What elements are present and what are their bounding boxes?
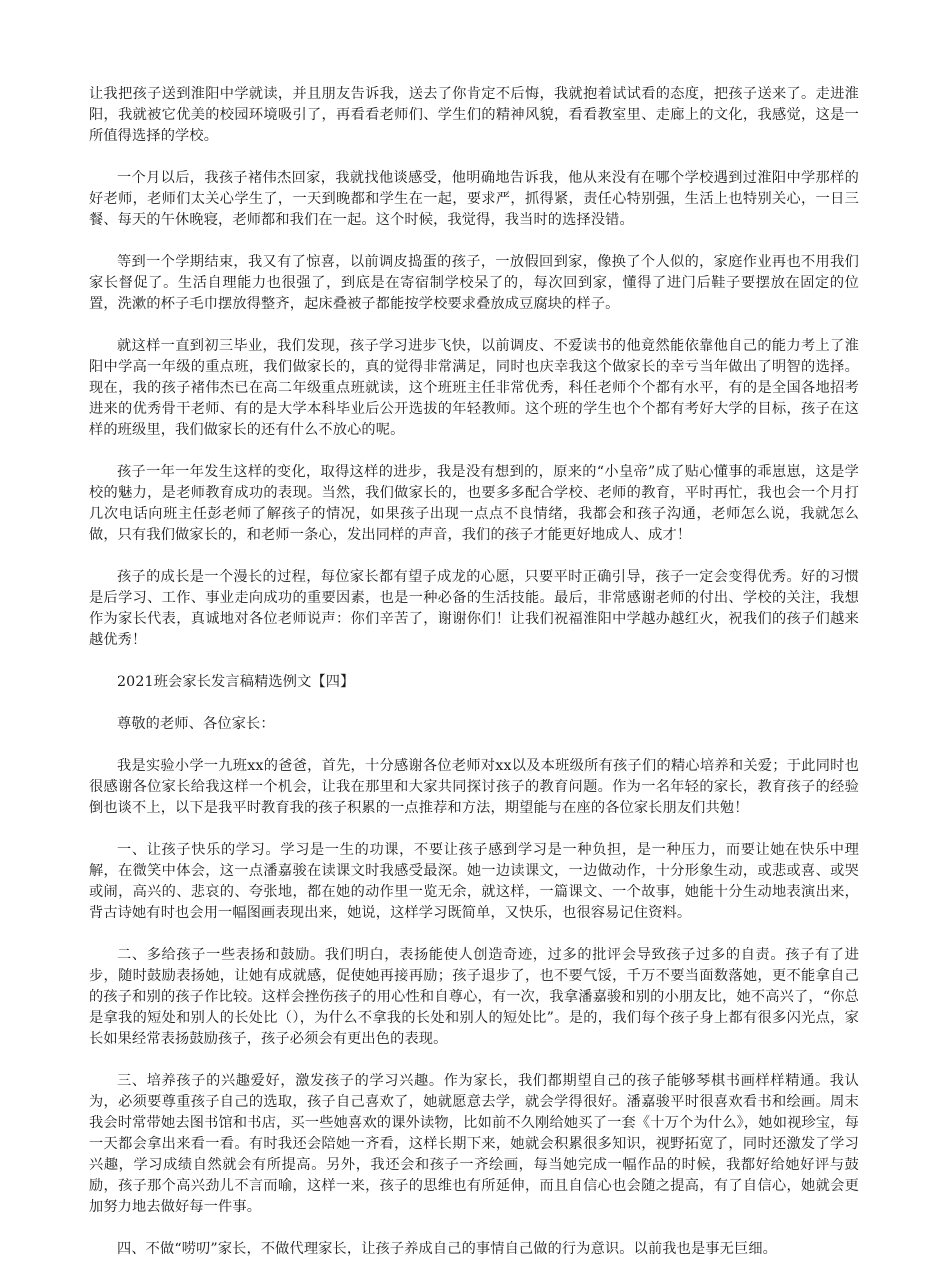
- paragraph: 一个月以后，我孩子褚伟杰回家，我就找他谈感受，他明确地告诉我，他从来没有在哪个学校遇到过淮阳中学那样的好老师，老师们太关心学生了，一天到晚都和学生在一起，要求严，抓得紧，责任心特别强，生活上也特别关心，一日三餐、每天的午休晚寝，老师都和我们在一起。这个时候，我觉得，我当时的选择没错。: [89, 170, 859, 228]
- document-page: [89, 84, 859, 1281]
- paragraph: 让我把孩子送到淮阳中学就读，并且朋友告诉我，送去了你肯定不后悔，我就抱着试试看的态度，把孩子送来了。走进淮阳，我就被它优美的校园环境吸引了，再看看老师们、学生们的精神风貌，看看教室里、走廊上的文化，我感觉，这是一所值得选择的学校。: [89, 86, 859, 144]
- section-title: 2021班会家长发言稿精选例文【四】: [117, 674, 355, 690]
- paragraph: 我是实验小学一九班xx的爸爸，首先，十分感谢各位老师对xx以及本班级所有孩子们的精心培养和关爱；于此同时也很感谢各位家长给我这样一个机会，让我在那里和大家共同探讨孩子的教育问题。作为一名年轻的家长，教育孩子的经验倒也谈不上，以下是我平时教育我的孩子积累的一点推荐和方法，期望能与在座的各位家长朋友们共勉！: [89, 758, 859, 816]
- greeting: 尊敬的老师、各位家长：: [117, 716, 275, 732]
- paragraph: 四、不做“唠叨”家长，不做代理家长，让孩子养成自己的事情自己做的行为意识。以前我也是事无巨细。: [117, 1241, 777, 1257]
- paragraph: 二、多给孩子一些表扬和鼓励。我们明白，表扬能使人创造奇迹，过多的批评会导致孩子过多的自责。孩子有了进步，随时鼓励表扬她，让她有成就感，促使她再接再励；孩子退步了，也不要气馁，千万不要当面数落她，更不能拿自己的孩子和别的孩子作比较。这样会挫伤孩子的用心性和自尊心，有一次，我拿潘嘉骏和别的小朋友比，她不高兴了，“你总是拿我的短处和别人的长处比（），为什么不拿我的长处和别人的短处比”。是的，我们每个孩子身上都有很多闪光点，家长如果经常表扬鼓励孩子，孩子必须会有更出色的表现。: [89, 947, 859, 1047]
- paragraph: 就这样一直到初三毕业，我们发现，孩子学习进步飞快，以前调皮、不爱读书的他竟然能依靠他自己的能力考上了淮阳中学高一年级的重点班，我们做家长的，真的觉得非常满足，同时也庆幸我这个做家长的幸亏当年做出了明智的选择。现在，我的孩子褚伟杰已在高二年级重点班就读，这个班班主任非常优秀，科任老师个个都有水平，有的是全国各地招考进来的优秀骨干老师、有的是大学本科毕业后公开选拔的年轻教师。这个班的学生也个个都有考好大学的目标，孩子在这样的班级里，我们做家长的还有什么不放心的呢。: [89, 338, 859, 438]
- paragraph: 孩子的成长是一个漫长的过程，每位家长都有望子成龙的心愿，只要平时正确引导，孩子一定会变得优秀。好的习惯是后学习、工作、事业走向成功的重要因素，也是一种必备的生活技能。最后，非常感谢老师的付出、学校的关注，我想作为家长代表，真诚地对各位老师说声：你们辛苦了，谢谢你们！让我们祝福淮阳中学越办越红火，祝我们的孩子们越来越优秀！: [89, 569, 859, 648]
- paragraph: 孩子一年一年发生这样的变化，取得这样的进步，我是没有想到的，原来的“小皇帝”成了贴心懂事的乖崽崽，这是学校的魅力，是老师教育成功的表现。当然，我们做家长的，也要多多配合学校、老师的教育，平时再忙，我也会一个月打几次电话向班主任彭老师了解孩子的情况，如果孩子出现一点点不良情绪，我都会和孩子沟通，老师怎么说，我就怎么做，只有我们做家长的，和老师一条心，发出同样的声音，我们的孩子才能更好地成人、成才！: [89, 464, 859, 543]
- paragraph: 一、让孩子快乐的学习。学习是一生的功课，不要让孩子感到学习是一种负担，是一种压力，而要让她在快乐中理解，在微笑中体会，这一点潘嘉骏在读课文时我感受最深。她一边读课文，一边做动作，十分形象生动，或悲或喜、或哭或闹，高兴的、悲哀的、夸张地，都在她的动作里一览无余，就这样，一篇课文、一个故事，她能十分生动地表演出来，背古诗她有时也会用一幅图画表现出来，她说，这样学习既简单，又快乐，也很容易记住资料。: [89, 842, 859, 921]
- paragraph: 三、培养孩子的兴趣爱好，激发孩子的学习兴趣。作为家长，我们都期望自己的孩子能够琴棋书画样样精通。我认为，必须要尊重孩子自己的选取，孩子自己喜欢了，她就愿意去学，就会学得很好。潘嘉骏平时很喜欢看书和绘画。周末我会时常带她去图书馆和书店，买一些她喜欢的课外读物，比如前不久刚给她买了一套《十万个为什么》，她如视珍宝，每一天都会拿出来看一看。有时我还会陪她一齐看，这样长期下来，她就会积累很多知识，视野拓宽了，同时还激发了学习兴趣，学习成绩自然就会有所提高。另外，我还会和孩子一齐绘画，每当她完成一幅作品的时候，我都好给她好评与鼓励，孩子那个高兴劲儿不言而喻，这样一来，孩子的思维也有所延伸，而且自信心也会随之提高，有了自信心，她就会更加努力地去做好每一件事。: [89, 1073, 859, 1215]
- paragraph: 等到一个学期结束，我又有了惊喜，以前调皮捣蛋的孩子，一放假回到家，像换了个人似的，家庭作业再也不用我们家长督促了。生活自理能力也很强了，到底是在寄宿制学校呆了的，每次回到家，懂得了进门后鞋子要摆放在固定的位置，洗漱的杯子毛巾摆放得整齐，起床叠被子都能按学校要求叠放成豆腐块的样子。: [89, 254, 859, 312]
